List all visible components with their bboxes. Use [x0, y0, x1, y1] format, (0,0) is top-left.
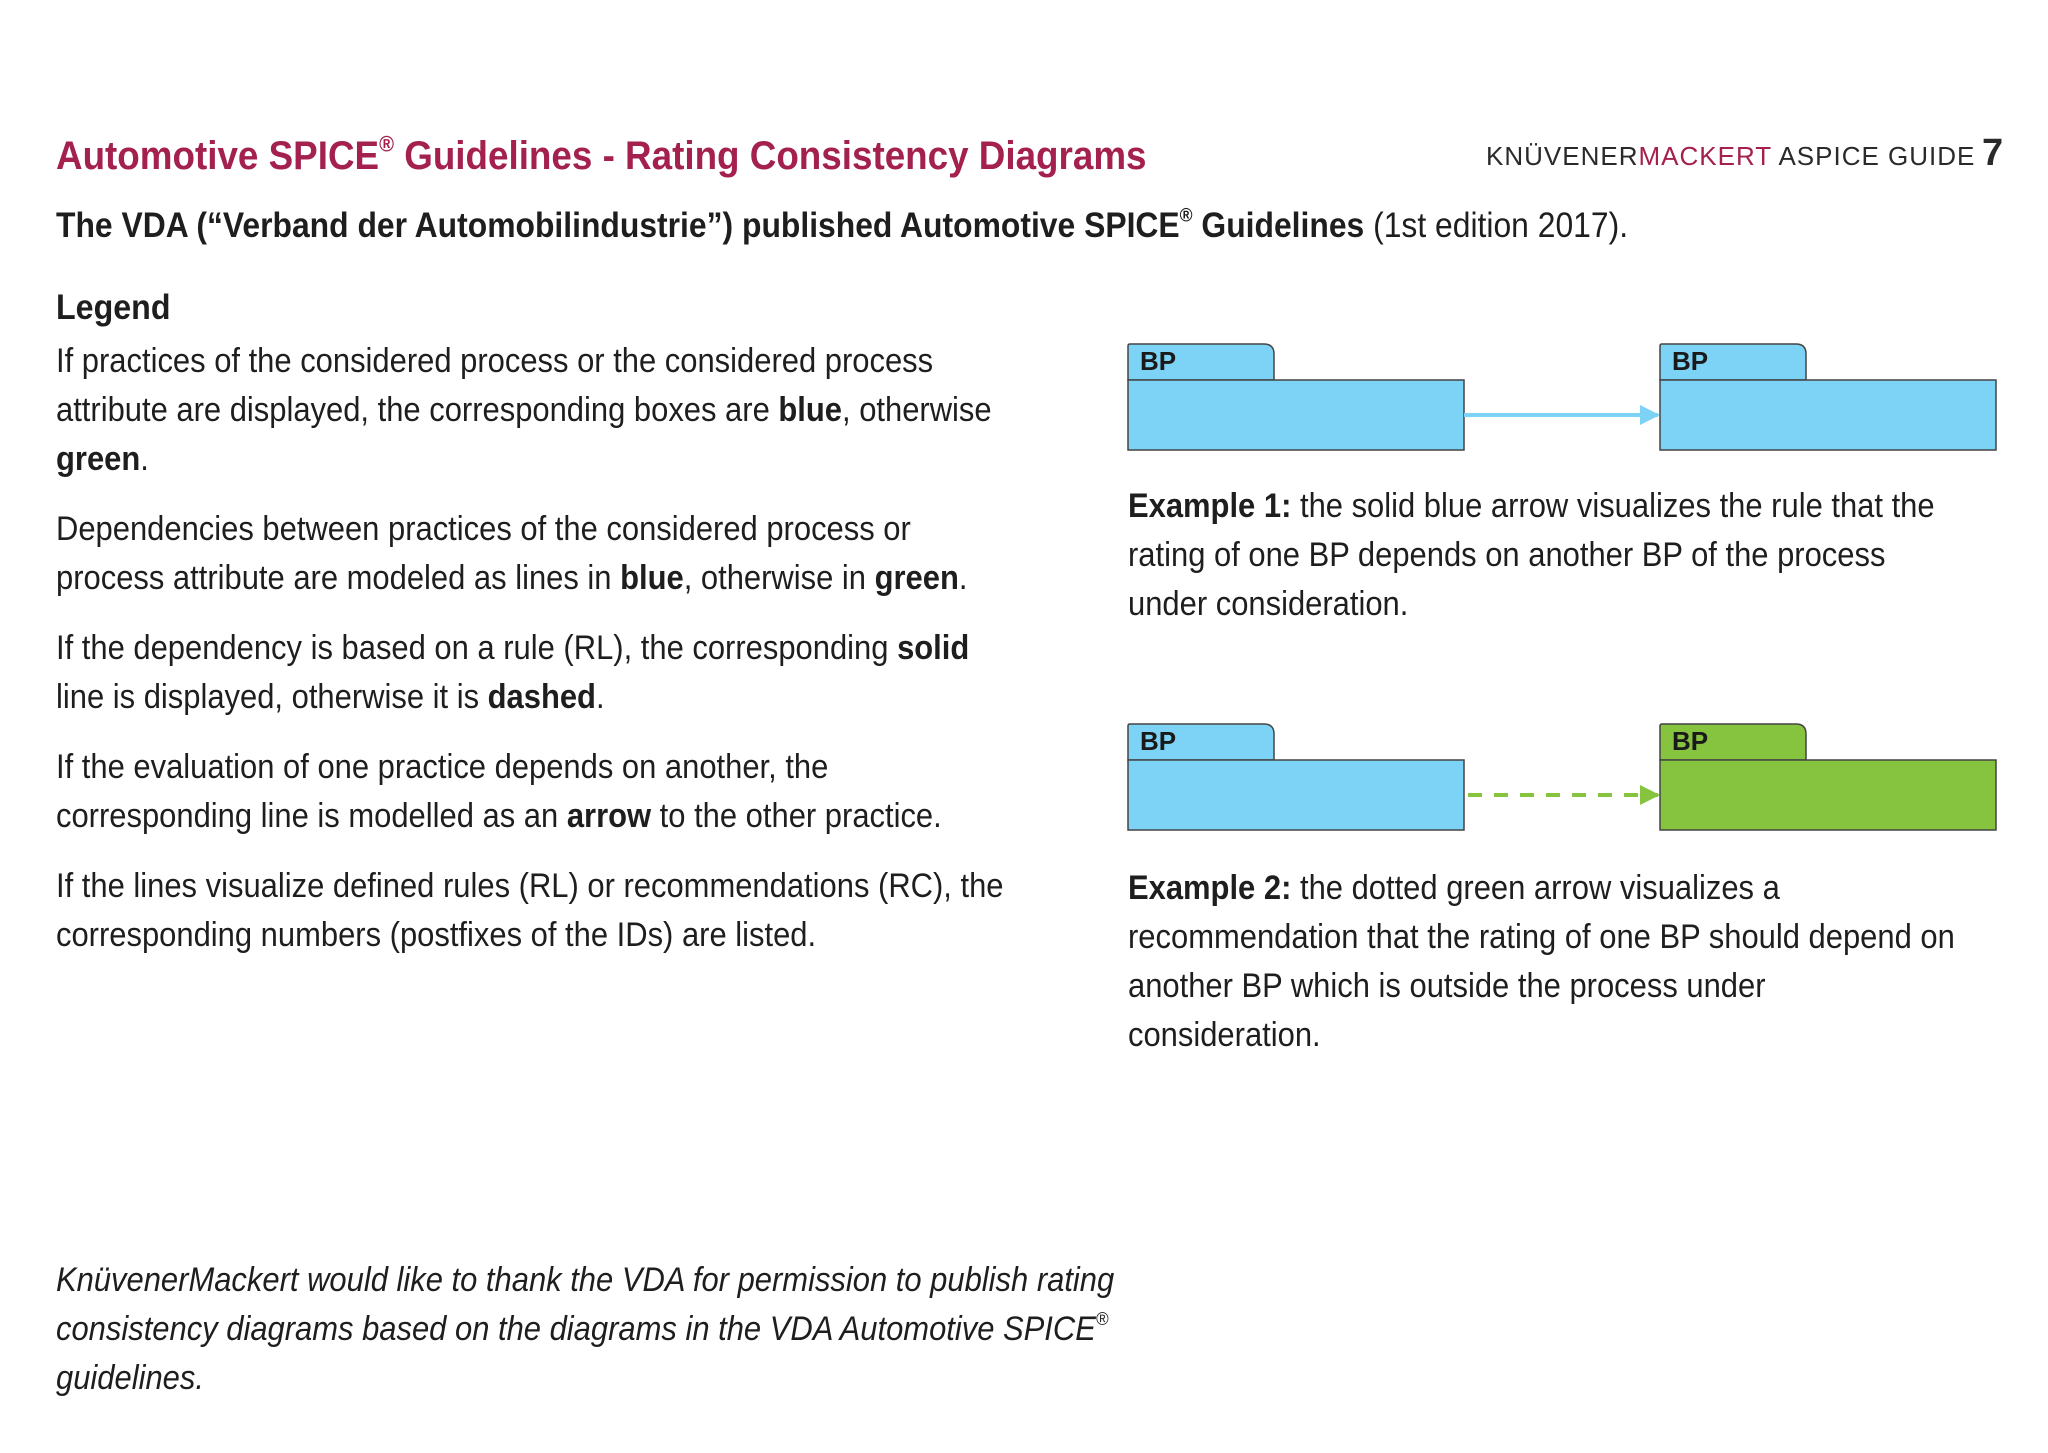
brand-logo: KNÜVENERMACKERT ASPICE GUIDE [1486, 141, 1976, 171]
bp-label: BP [1140, 726, 1177, 756]
bp-box-left [1128, 344, 1464, 450]
bp-label: BP [1672, 726, 1709, 756]
legend-paragraph-lines: Dependencies between practices of the considered process or process attribute are modeled as lines in blue, otherwise in green. [56, 510, 968, 597]
page-number: 7 [1982, 132, 2004, 174]
legend-heading: Legend [56, 288, 171, 327]
page-title: Automotive SPICE® Guidelines - Rating Consistency Diagrams [56, 131, 1147, 178]
legend-paragraph-numbers: If the lines visualize defined rules (RL) or recommendations (RC), the corresponding numbers (postfixes of the IDs) are listed. [56, 867, 1004, 954]
acknowledgement-text: KnüvenerMackert would like to thank the VDA for permission to publish rating consistency diagrams based on the diagrams in the VDA Automotive SPICE® guidelines. [56, 1261, 1115, 1397]
bp-box-right [1660, 724, 1996, 830]
bp-label: BP [1672, 346, 1709, 376]
bp-label: BP [1140, 346, 1177, 376]
bp-box-right [1660, 344, 1996, 450]
example-2-diagram [1120, 720, 2010, 840]
legend-paragraph-solid-dashed: If the dependency is based on a rule (RL), the corresponding solid line is displayed, otherwise it is dashed. [56, 629, 970, 716]
legend-paragraph-boxes: If practices of the considered process or the considered process attribute are displayed, the corresponding boxes are blue, otherwise green. [56, 342, 992, 478]
subtitle: The VDA (“Verband der Automobilindustrie”) published Automotive SPICE® Guidelines (1st edition 2017). [56, 205, 1629, 245]
legend-paragraph-arrow: If the evaluation of one practice depends on another, the corresponding line is modelled as an arrow to the other practice. [56, 748, 942, 835]
bp-box-left [1128, 724, 1464, 830]
example-1-diagram [1120, 340, 2010, 460]
example-1-caption: Example 1: the solid blue arrow visualizes the rule that the rating of one BP depends on another BP of the process under consideration. [1128, 487, 1935, 623]
example-2-caption: Example 2: the dotted green arrow visualizes a recommendation that the rating of one BP should depend on another BP which is outside the process under consideration. [1128, 869, 1955, 1054]
